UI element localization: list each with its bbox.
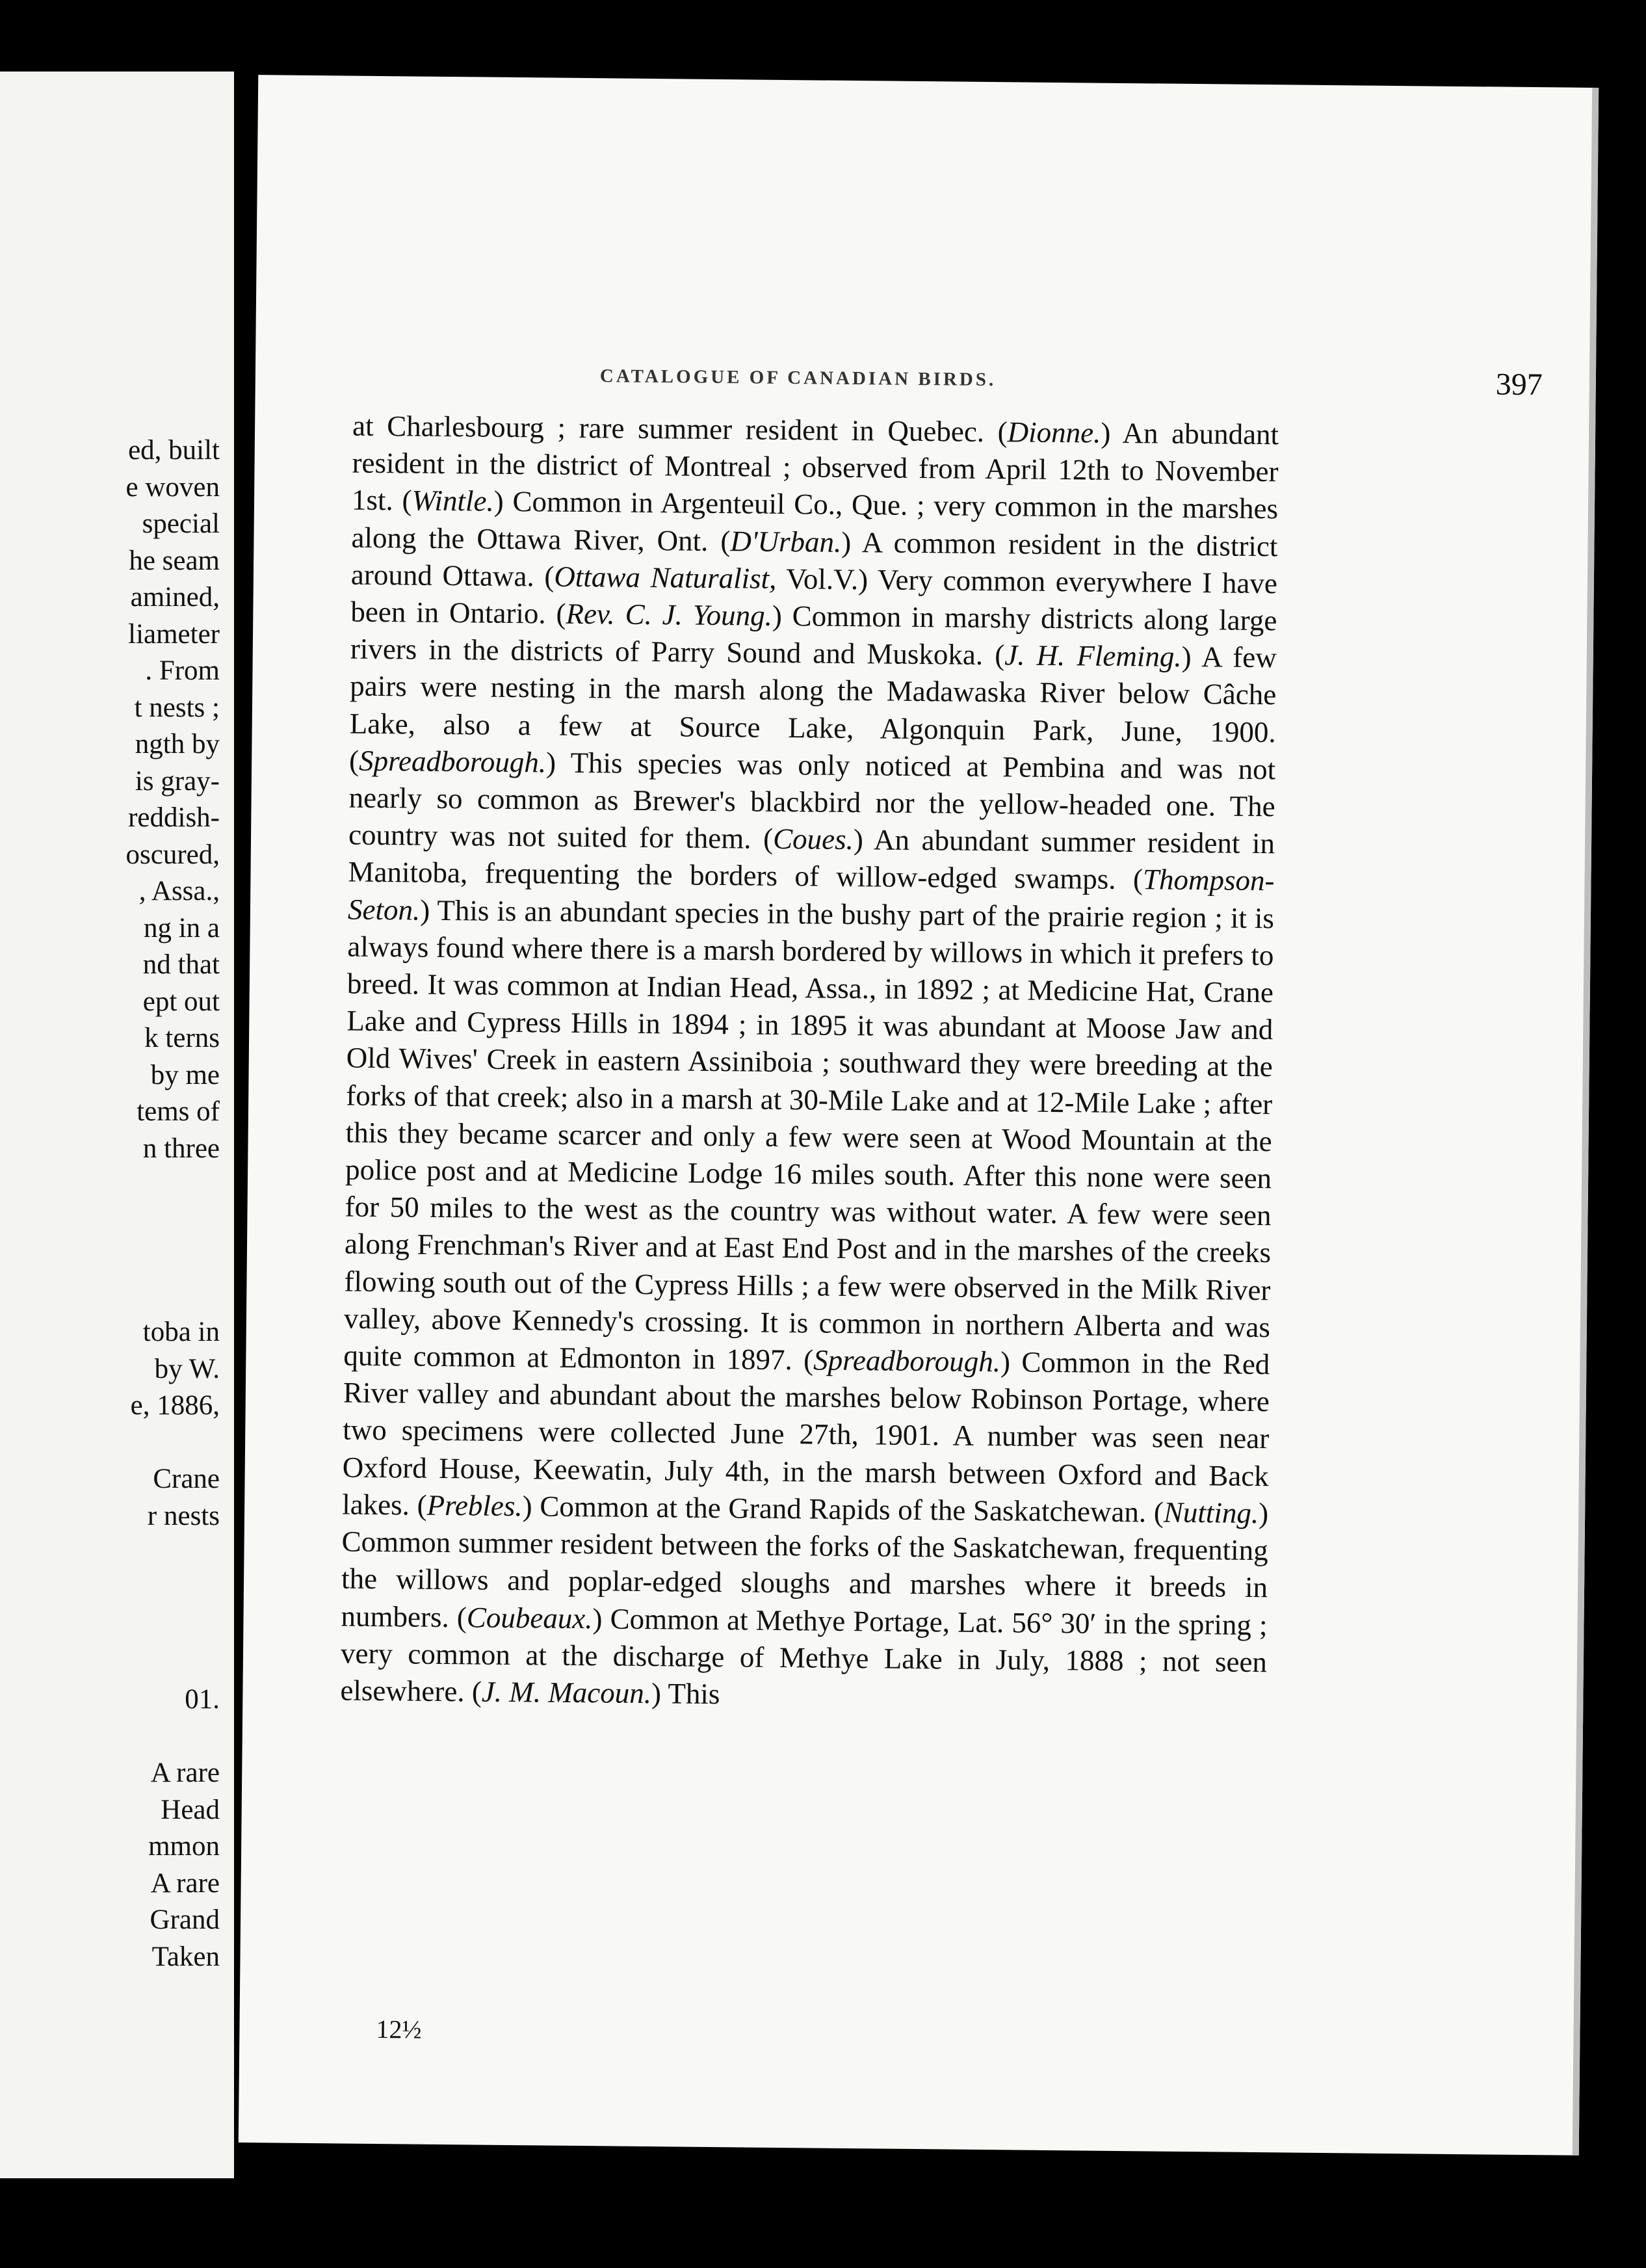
page-number: 397 <box>1495 367 1543 402</box>
left-page-line: , Assa., <box>138 876 220 906</box>
citation: Spreadborough. <box>813 1343 1001 1378</box>
left-page-text <box>0 432 220 1975</box>
citation: Rev. C. J. Young. <box>566 597 773 632</box>
left-page-line: Crane <box>153 1464 220 1494</box>
left-page-line: is gray- <box>135 765 220 797</box>
left-page-line: . From <box>145 655 220 686</box>
left-page-line: A rare <box>150 1867 220 1899</box>
left-page-line: Taken <box>151 1941 220 1972</box>
citation: Coues. <box>772 823 854 856</box>
left-page-line: nd that <box>142 949 220 980</box>
left-page-line: ed, built <box>128 435 220 466</box>
citation: Thompson-Seton. <box>347 863 1275 927</box>
citation: Coubeaux. <box>466 1600 593 1635</box>
body-text <box>340 408 1279 1719</box>
running-head: CATALOGUE OF CANADIAN BIRDS. <box>599 365 997 391</box>
main-page <box>239 75 1599 2156</box>
left-page-line: liameter <box>128 618 220 650</box>
citation: Dionne. <box>1007 415 1101 449</box>
citation: D'Urban. <box>730 524 842 559</box>
citation: J. H. Fleming. <box>1004 639 1182 674</box>
page-header <box>599 358 1543 419</box>
left-page-line: r nests <box>147 1500 220 1531</box>
left-page-line: by W. <box>154 1353 220 1384</box>
left-page-line: ept out <box>142 986 220 1017</box>
left-page-line: ngth by <box>135 729 220 759</box>
citation: Prebles. <box>426 1488 523 1523</box>
left-page-line: Grand <box>150 1905 220 1935</box>
left-page-line: A rare <box>150 1758 220 1788</box>
left-page-line <box>0 1425 220 1462</box>
left-page-line: he seam <box>129 545 220 576</box>
left-page-line: n three <box>142 1133 220 1164</box>
left-page-line: Head <box>161 1794 220 1825</box>
citation: Nutting. <box>1163 1496 1259 1529</box>
left-page-line: reddish- <box>128 802 220 833</box>
citation: Spreadborough. <box>358 744 547 779</box>
left-page-line: toba in <box>142 1317 220 1347</box>
body-paragraph: at Charlesbourg ; rare summer resident in Quebec. (Dionne.) An abundant resident in the district of Montreal ; observed from April 12th to November 1st. (Wintle.) Common in Argenteuil Co., Que. ; very common in the marshes along the Ottawa River, Ont. (D'Urban.) A common resident in the district around Ottawa. (Ottawa Naturalist, Vol.V.) Very common everywhere I have been in Ontario. (Rev. C. J. Young.) Common in marshy districts along large rivers in the districts of Parry Sound and Muskoka. (J. H. Fleming.) A few pairs were nesting in the marsh along the Madawaska River below Câche Lake, also a few at Source Lake, Algonquin Park, June, 1900. (Spreadborough.) This species was only noticed at Pembina and was not nearly so common as Brewer's blackbird nor the yellow-headed one. The country was not suited for them. (Coues.) An abundant summer resident in Manitoba, frequenting the borders of willow-edged swamps. (Thompson-Seton.) This is an abundant species in the bushy part of the prairie region ; it is always found where there is a marsh bordered by willows in which it prefers to breed. It was common at Indian Head, Assa., in 1892 ; at Medicine Hat, Crane Lake and Cypress Hills in 1894 ; in 1895 it was abundant at Moose Jaw and Old Wives' Creek in eastern Assiniboia ; southward they were breeding at the forks of that creek; also in a marsh at 30-Mile Lake and at 12-Mile Lake ; after this they became scarcer and only a few were seen at Wood Mountain at the police post and at Medicine Lodge 16 miles south. After this none were seen for 50 miles to the west as the country was without water. A few were seen along Frenchman's River and at East End Post and in the marshes of the creeks flowing south out of the Cypress Hills ; a few were observed in the Milk River valley, above Kennedy's crossing. It is common in northern Alberta and was quite common at Edmonton in 1897. (Spreadborough.) Common in the Red River valley and abundant about the marshes below Robinson Portage, where two specimens were collected June 27th, 1901. A number was seen near Oxford House, Keewatin, July 4th, in the marsh between Oxford and Back lakes. (Prebles.) Common at the Grand Rapids of the Saskatchewan. (Nutting.) Common summer resident between the forks of the Saskatchewan, frequenting the willows and poplar-edged sloughs and marshes where it breeds in numbers. (Coubeaux.) Common at Methye Portage, Lat. 56° 30′ in the spring ; very common at the discharge of Methye Lake in July, 1888 ; not seen elsewhere. (J. M. Macoun.) This <box>340 409 1279 1711</box>
left-page-line <box>0 1719 220 1756</box>
citation: Ottawa Naturalist, <box>554 560 777 595</box>
left-page-line: by me <box>150 1059 220 1090</box>
left-page <box>0 72 234 2178</box>
spacer <box>0 1167 220 1314</box>
citation: J. M. Macoun. <box>481 1675 652 1710</box>
left-page-line: tems of <box>137 1096 220 1127</box>
left-page-line: oscured, <box>125 839 220 870</box>
left-page-line: 01. <box>185 1684 220 1715</box>
left-page-line: mmon <box>148 1831 220 1862</box>
citation: Wintle. <box>412 484 494 518</box>
left-page-line: e woven <box>125 471 220 503</box>
left-page-line: special <box>142 508 220 539</box>
left-page-line: ng in a <box>143 912 220 943</box>
left-page-line: t nests ; <box>134 692 220 723</box>
left-page-line: amined, <box>130 582 220 613</box>
left-page-line: k terns <box>144 1023 220 1053</box>
spacer <box>0 1535 220 1681</box>
left-page-line: e, 1886, <box>130 1390 220 1421</box>
signature-mark: 12½ <box>376 2014 422 2044</box>
